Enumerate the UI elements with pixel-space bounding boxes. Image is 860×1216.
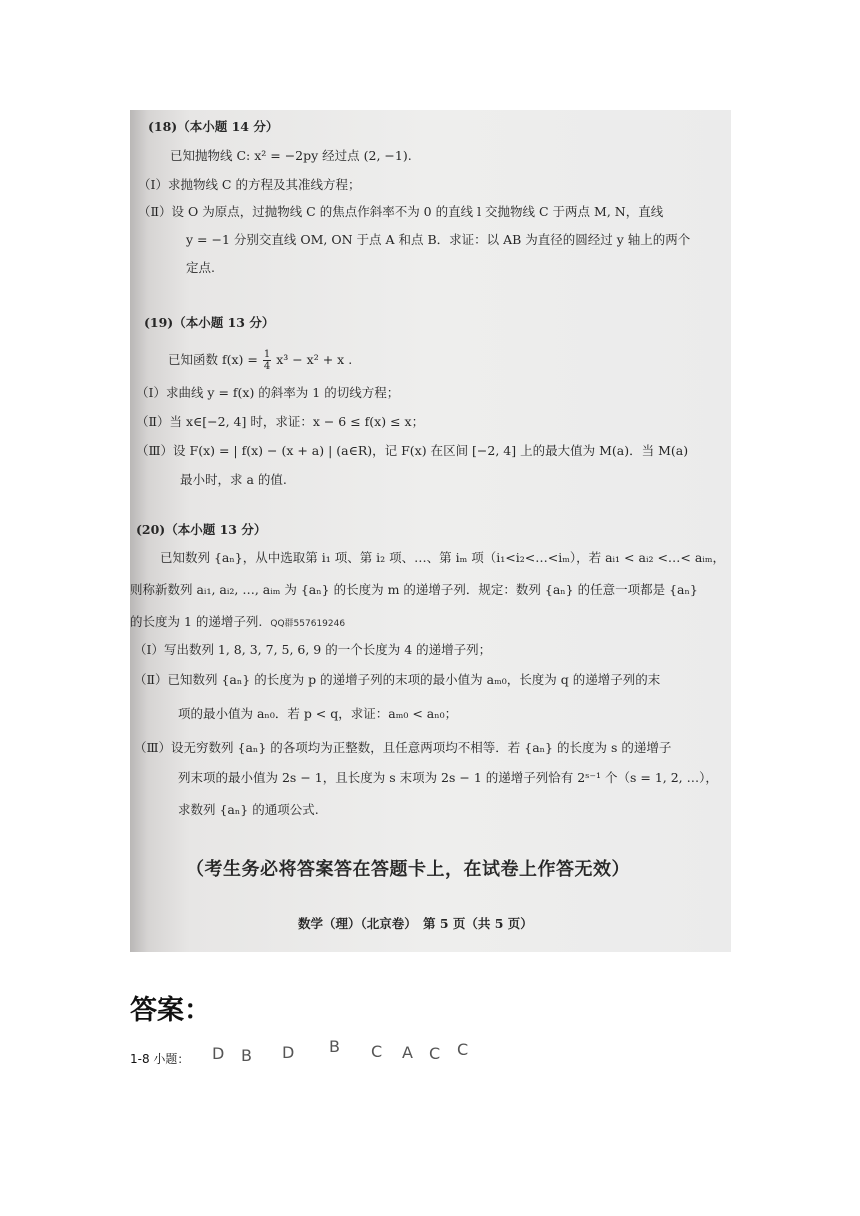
q19-fraction-denominator: 4 bbox=[263, 361, 271, 372]
answer-choice-5: C bbox=[371, 1042, 383, 1061]
answers-label: 1-8 小题： bbox=[130, 1052, 190, 1066]
answers-heading: 答案： bbox=[130, 995, 211, 1026]
answer-choice-6: A bbox=[402, 1043, 413, 1062]
q18-header: (18)（本小题 14 分） bbox=[148, 119, 279, 134]
q20-line3 bbox=[130, 614, 345, 632]
page-footer: 数学（理）（北京卷） 第 5 页（共 5 页） bbox=[298, 916, 533, 931]
q19-fraction-numerator: 1 bbox=[263, 349, 271, 360]
q18-given: 已知抛物线 C: x² = −2py 经过点 (2, −1). bbox=[170, 148, 412, 163]
q19-given-suffix: x³ − x² + x . bbox=[276, 352, 353, 367]
answer-choice-3: D bbox=[282, 1043, 295, 1062]
exam-page-photo bbox=[130, 110, 731, 952]
q18-part2-line3: 定点. bbox=[186, 260, 215, 275]
q19-given-prefix: 已知函数 f(x) = bbox=[168, 352, 258, 367]
q19-header: (19)（本小题 13 分） bbox=[144, 315, 275, 330]
q20-line1: 已知数列 {aₙ}，从中选取第 i₁ 项、第 i₂ 项、…、第 iₘ 项（i₁<i₂<…<iₘ），若 aᵢ₁ < aᵢ₂ <…< aᵢₘ， bbox=[160, 550, 725, 565]
q19-part2: （Ⅱ）当 x∈[−2, 4] 时，求证：x − 6 ≤ f(x) ≤ x； bbox=[136, 414, 425, 429]
q20-part2-line1: （Ⅱ）已知数列 {aₙ} 的长度为 p 的递增子列的末项的最小值为 aₘ₀，长度为 q 的递增子列的末 bbox=[134, 672, 661, 687]
q19-part3-line2: 最小时，求 a 的值. bbox=[180, 472, 287, 487]
q19-given bbox=[168, 346, 352, 374]
answer-choice-7: C bbox=[429, 1044, 441, 1063]
q20-header: (20)（本小题 13 分） bbox=[136, 522, 267, 537]
q19-part1: （Ⅰ）求曲线 y = f(x) 的斜率为 1 的切线方程； bbox=[136, 385, 400, 400]
q20-part1: （Ⅰ）写出数列 1, 8, 3, 7, 5, 6, 9 的一个长度为 4 的递增子列； bbox=[134, 642, 492, 657]
q18-part2-line2: y = −1 分别交直线 OM, ON 于点 A 和点 B．求证：以 AB 为直径的圆经过 y 轴上的两个 bbox=[186, 232, 691, 247]
exam-notice: （考生务必将答案答在答题卡上，在试卷上作答无效） bbox=[186, 859, 630, 880]
q18-part1: （Ⅰ）求抛物线 C 的方程及其准线方程； bbox=[138, 177, 361, 192]
answer-choice-4: B bbox=[329, 1037, 340, 1056]
q19-fraction bbox=[263, 349, 271, 372]
q20-part2-line2: 项的最小值为 aₙ₀．若 p < q，求证：aₘ₀ < aₙ₀； bbox=[178, 706, 458, 721]
q20-part3-line1: （Ⅲ）设无穷数列 {aₙ} 的各项均为正整数，且任意两项均不相等．若 {aₙ} 的长度为 s 的递增子 bbox=[134, 740, 672, 755]
q18-part2-line1: （Ⅱ）设 O 为原点，过抛物线 C 的焦点作斜率不为 0 的直线 l 交抛物线 C 于两点 M, N，直线 bbox=[138, 204, 664, 219]
q20-part3-line2: 列末项的最小值为 2s − 1，且长度为 s 末项为 2s − 1 的递增子列恰有 2ˢ⁻¹ 个（s = 1, 2, …）， bbox=[178, 770, 718, 785]
answer-choice-8: C bbox=[457, 1040, 469, 1059]
answer-choice-2: B bbox=[241, 1046, 252, 1065]
q20-line2: 则称新数列 aᵢ₁, aᵢ₂, …, aᵢₘ 为 {aₙ} 的长度为 m 的递增子列．规定：数列 {aₙ} 的任意一项都是 {aₙ} bbox=[130, 582, 698, 597]
qq-group-note: QQ群557619246 bbox=[270, 619, 346, 629]
q20-part3-line3: 求数列 {aₙ} 的通项公式. bbox=[178, 802, 319, 817]
q19-part3-line1: （Ⅲ）设 F(x) = | f(x) − (x + a) | (a∈R)，记 F(x) 在区间 [−2, 4] 上的最大值为 M(a)．当 M(a) bbox=[136, 443, 689, 458]
answer-choice-1: D bbox=[212, 1044, 225, 1063]
q20-line3-text: 的长度为 1 的递增子列. bbox=[130, 614, 263, 629]
